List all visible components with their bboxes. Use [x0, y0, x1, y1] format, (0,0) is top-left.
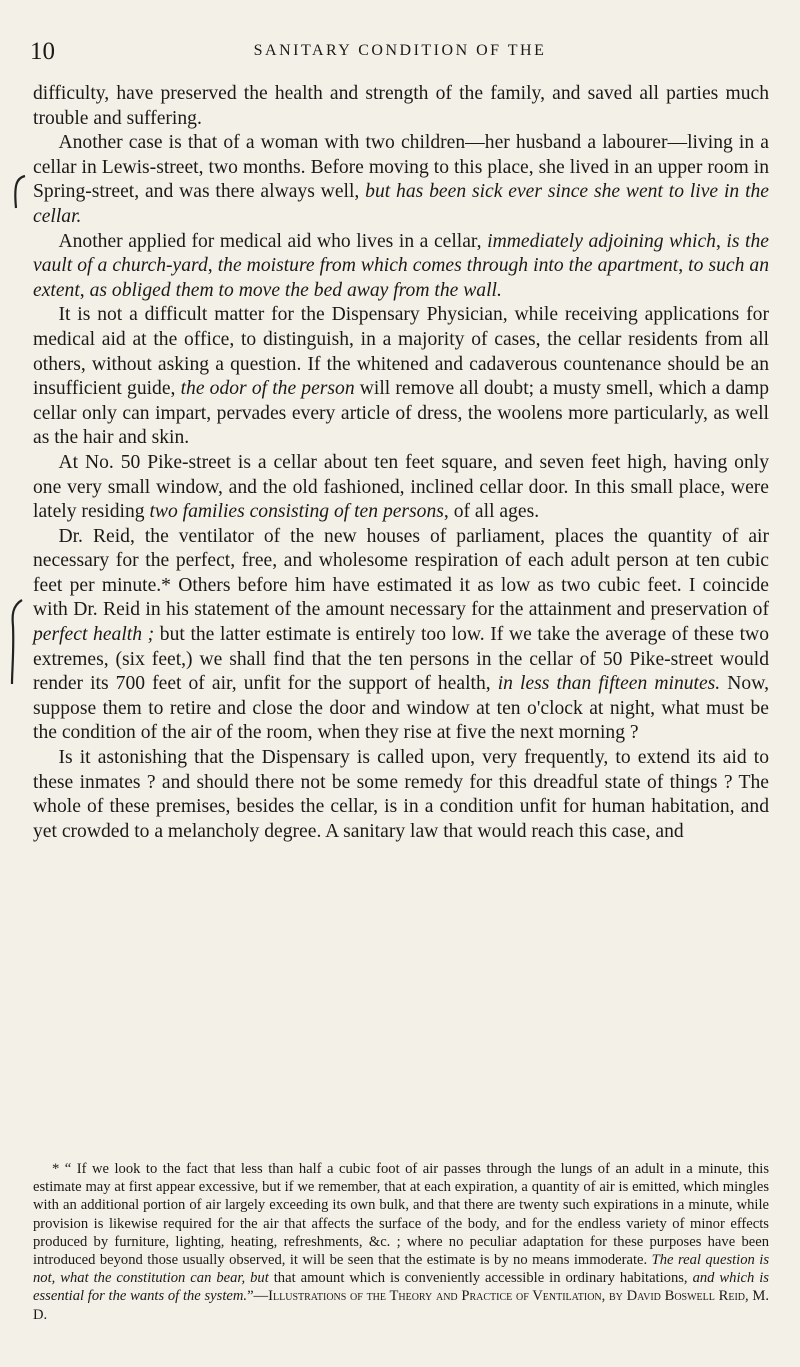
italic-span: is the vault of a church-yard	[33, 230, 769, 277]
page-header	[0, 38, 800, 68]
footnote-text: * “ If we look to the fact that less than half a cubic foot of air passes through the lungs of an adult in a minute, this estimate may at first appear excessive, but if we remember, that at each expiration, a quantity of air is emitted, which mingles with an additional portion of air largely exceeding its own bulk, and that there are twenty such expirations in a minute, while provision is likewise required for the air that affects the surface of the body, and for the endless variety of minor effects produced by furniture, lighting, heating, refreshments, &c. ; where no peculiar adaptation for these purposes have been introduced beyond those usually observed, it will be seen that the estimate is by no means immoderate. The real question is not, what the constitution can bear, but that amount which is conveniently accessible in ordinary habitations, and which is essential for the wants of the system.”—Illustrations of the Theory and Practice of Ventilation, by David Boswell Reid, M. D.	[33, 1161, 770, 1323]
italic-span: immediately adjoining which	[487, 230, 716, 252]
page-number: 10	[30, 38, 55, 65]
paragraph-4: It is not a difficult matter for the Dispensary Physician, while receiving applications for medical aid at the office, to distinguish, in a majority of cases, the cellar residents from all others, without asking a question. If the whitened and cadaverous countenance should be an insufficient guide, the odor of the person will remove all doubt; a musty smell, which a damp cellar only can impart, pervades every article of dress, the woolens more particularly, as well as the hair and skin.	[33, 304, 769, 449]
italic-span: and which is essential for the wants of the system.	[33, 1270, 769, 1305]
paragraph-3: Another applied for medical aid who lives in a cellar, immediately adjoining which, is the vault of a church-yard, the moisture from which comes through into the apartment, to such an extent, as obliged them to move the bed away from the wall.	[33, 230, 770, 301]
paragraph-6: Dr. Reid, the ventilator of the new houses of parliament, places the quantity of air necessary for the perfect, free, and wholesome respiration of each adult person at ten cubic feet per minute.* Others before him have estimated it as low as two cubic feet. I coincide with Dr. Reid in his statement of the amount necessary for the attainment and preservation of perfect health ; but the latter estimate is entirely too low. If we take the average of these two extremes, (six feet,) we shall find that the ten persons in the cellar of 50 Pike-street would render its 700 feet of air, unfit for the support of health, in less than fifteen minutes. Now, suppose them to retire and close the door and window at ten o'clock at night, what must be the condition of the air of the room, when they rise at five the next morning ?	[33, 525, 769, 744]
italic-span: the moisture from which comes through into the apartment	[217, 255, 679, 277]
running-head: SANITARY CONDITION OF THE	[253, 42, 547, 59]
body-text	[33, 82, 769, 844]
italic-span: in less than fifteen minutes.	[497, 673, 721, 695]
paragraph-2: Another case is that of a woman with two children—her husband a labourer—living in a cellar in Lewis-street, two months. Before moving to this place, she lived in an upper room in Spring-street, and was there always well, but has been sick ever since she went to live in the cellar.	[33, 132, 770, 227]
italic-span: but has been sick ever since she went to live in the cellar.	[33, 181, 770, 227]
margin-bracket-mark	[4, 596, 26, 688]
paragraph-5: At No. 50 Pike-street is a cellar about ten feet square, and seven feet high, having only one very small window, and the old fashioned, inclined cellar door. In this small place, were lately residing two families consisting of ten persons, of all ages.	[33, 451, 769, 523]
italic-span: to such an extent	[33, 255, 770, 301]
italic-span: two families consisting of ten persons	[149, 501, 444, 523]
margin-bracket-mark	[8, 172, 28, 212]
citation: Illustrations of the Theory and Practice of Ventilation, by David Boswell Reid, M. D.	[33, 1288, 769, 1323]
paragraph-1: difficulty, have preserved the health and strength of the family, and saved all parties much trouble and suffering.	[33, 83, 769, 129]
italic-span: as obliged them to move the bed away from the wall.	[89, 279, 502, 301]
footnote	[33, 1160, 769, 1324]
italic-span: perfect health ;	[33, 624, 155, 646]
italic-span: the odor of the person	[180, 378, 355, 400]
italic-span: The real question is not, what the constitution can bear, but	[33, 1252, 770, 1287]
paragraph-7: Is it astonishing that the Dispensary is called upon, very frequently, to extend its aid to these inmates ? and should there not be some remedy for this dreadful state of things ? The whole of these premises, besides the cellar, is in a condition unfit for human habitation, and yet crowded to a melancholy degree. A sanitary law that would reach this case, and	[33, 747, 769, 842]
